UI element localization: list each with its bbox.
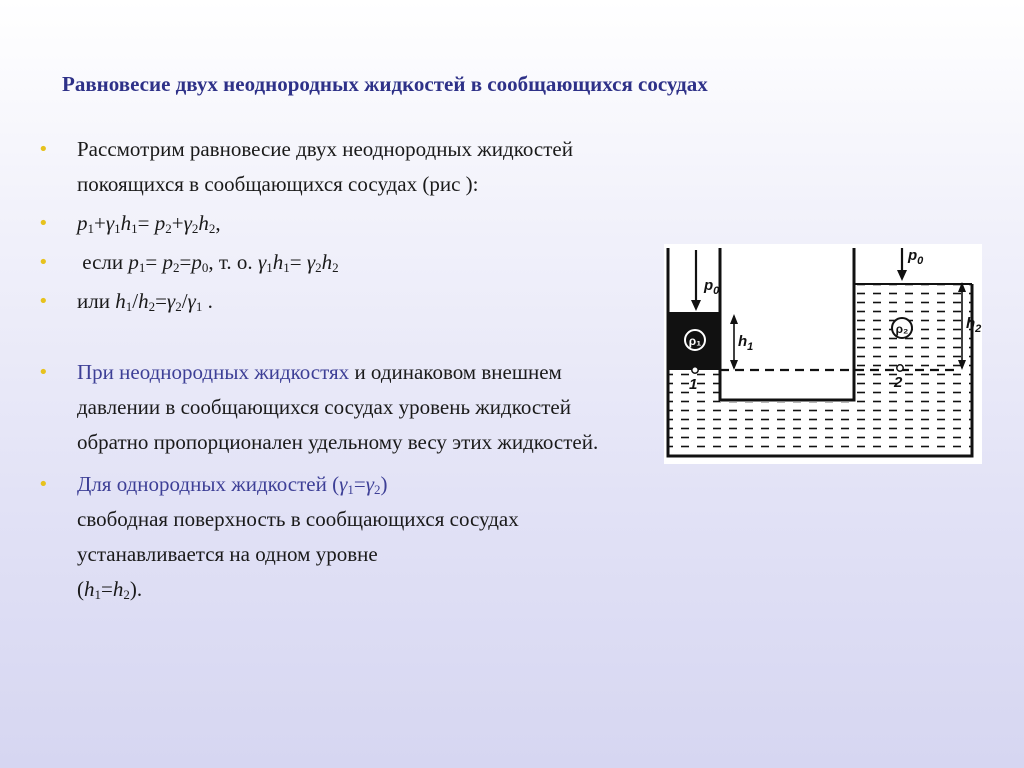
bullet-marker: • — [38, 139, 49, 160]
equation-condition: если $p_1= p_2=p_0$, т. о. $\gamma_1h_1= \gamma_2h_2$ — [82, 250, 339, 275]
bullet-intro — [38, 132, 638, 202]
label-h2: $h_2$ — [966, 315, 982, 335]
bullet-homogeneous — [38, 467, 638, 607]
bullet-ratio — [38, 284, 638, 323]
slide-title: Равновесие двух неоднородных жидкостей в сообщающихся сосудах — [62, 72, 708, 96]
bullet-marker: • — [38, 362, 49, 383]
liquid-bottom — [720, 402, 854, 455]
label-rho2: ρ₂ — [895, 322, 909, 336]
communicating-vessels-figure — [664, 244, 982, 464]
label-rho1: ρ₁ — [688, 334, 702, 348]
equation-balance: $p_1+\gamma_1h_1= p_2+\gamma_2h_2$, — [77, 211, 221, 236]
bullet-marker: • — [38, 252, 49, 273]
bullet-heterogeneous — [38, 355, 638, 460]
arrow-down-icon — [897, 270, 907, 281]
homogeneous-text: свободная поверхность в сообщающихся сосудах устанавливается на одном уровне — [77, 507, 519, 566]
label-h1: $h_1$ — [738, 333, 754, 353]
bullet-list — [38, 132, 638, 607]
heterogeneous-highlight: При неоднородных жидкостях — [77, 360, 350, 384]
homogeneous-highlight: Для однородных жидкостей $(\gamma_1=\gamma_2)$ — [77, 472, 388, 497]
heterogeneous-text: и одинаковом внешнем давлении в сообщающихся сосудах уровень жидкостей обратно пропорционален удельному весу этих жидкостей. — [77, 360, 599, 454]
vessel-inner-wall — [720, 248, 854, 400]
bullet-intro-text: Рассмотрим равновесие двух неоднородных жидкостей покоящихся в сообщающихся сосудах (рис ): — [77, 137, 573, 196]
label-p0-left: $p_0$ — [704, 277, 720, 297]
bullet-marker: • — [38, 213, 49, 234]
point-2-marker — [897, 365, 903, 371]
bullet-marker: • — [38, 474, 49, 495]
bullet-condition — [38, 245, 638, 284]
label-p0-right: $p_0$ — [908, 247, 924, 267]
point-1-marker — [692, 367, 698, 373]
bullet-marker: • — [38, 291, 49, 312]
label-point-1: 1 — [689, 376, 698, 393]
bullet-equation — [38, 206, 638, 245]
arrow-down-icon — [691, 300, 701, 311]
label-point-2: 2 — [894, 374, 903, 391]
homogeneous-formula: $(h_1=h_2)$. — [77, 577, 143, 602]
equation-ratio: или $h_1/h_2=\gamma_2/\gamma_1$ . — [77, 289, 213, 314]
vessels-diagram — [664, 244, 982, 464]
